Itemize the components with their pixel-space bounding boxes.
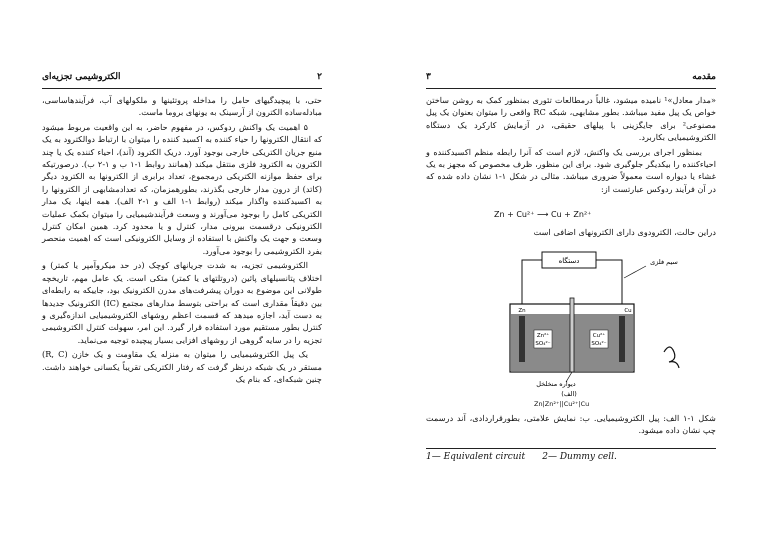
footnote-1: 1— Equivalent circuit: [426, 452, 526, 462]
left-page-header: [42, 72, 322, 86]
wire-pointer: [624, 266, 646, 278]
footnote-rule: [426, 448, 716, 449]
page-number: ۳: [426, 72, 431, 82]
cu-electrode: [619, 316, 625, 362]
header-rule: [426, 88, 716, 89]
cell-diagram: [504, 248, 704, 398]
paragraph: یک پیل الکتروشیمیایی را میتوان به منزله یک مقاومت و یک خازن (R, C) مستقر در یک شبکه درنظر گرفت که رفتار الکتریکی تقریباً یکسانی خواهند داشت. چنین شبکه‌ای، که بنام یک: [42, 349, 322, 384]
right-page-body: [426, 94, 716, 197]
running-title: الکتروشیمی تجزیه‌ای: [42, 72, 121, 82]
paragraph: دراین حالت، الکترودوی دارای الکترونهای اضافی است: [533, 227, 716, 237]
paragraph: الکتروشیمی تجزیه، به شدت جریانهای کوچک (در حد میکروآمپر یا کمتر) و اختلاف پتانسیلهای پائین (دروتلتهای یا کمتر) متکی است. یک عامل مهم، تاریخچه طولانی این موضوع به دوران پیشرفت‌های مدرن الکترونیک بود، جاییکه به رابطه‌ای بین دقیقاً مقداری است که براحتی بتوسط مدارهای مجتمع (IC) الکترونیک جدیدها به دست آید، اجازه میدهد که قسمت اعظم روشهای الکتروشیمیایی اندازه‌گیری و کنترل بطور مستقیم مورد استفاده قرار گیرد. این امر، سهولت کنترل الکتروشیمی تجزیه را در سایه گروهی از روشهای افزایی بسیار پیچیده توجیه می‌نماید.: [42, 260, 322, 345]
figure-sublabel: (الف): [561, 390, 577, 398]
device-label: دستگاه: [558, 257, 580, 265]
porous-membrane: [570, 298, 574, 372]
cu-label: Cu: [624, 308, 632, 314]
figure-caption: شکل ۱-۱ الف: پیل الکتروشیمیایی. ب: نمایش علامتی، بطورقراردادی، آند درسمت چپ نشان داده میشود.: [426, 413, 716, 436]
paragraph: بمنظور اجرای بررسی یک واکنش، لازم است که آنرا رابطه منظم اکسیدکننده و احیاءکننده را بیکدیگر جلوگیری شود. برای این منظور، ظرف مخصوص که مجهز به یک غشاء یا دیواره است معمولاً ضروری میباشد. مثالی در شکل ۱-۱ نشان داده شده که در آن فرآیند ردوکس عبارتست از:: [426, 146, 717, 194]
footnotes: [426, 452, 716, 462]
cell-notation: Zn|Zn²⁺||Cu²⁺|Cu: [534, 400, 590, 408]
left-page-body: [42, 94, 322, 387]
electrochemical-cell-figure: [504, 248, 704, 398]
paragraph: «مدار معادل»¹ نامیده میشود، غالباً درمطالعات تئوری بمنظور کمک به روشن ساختن خواص یک پیل مفید میباشد. بطور مشابهی، شبکه RC واقعی را میتوان بعنوان یک پیل مصنوعی² برای جایگزینی با پیلهای حقیقی، در آزمایش کارکرد یک دستگاه الکتروشیمیایی بکاربرد.: [426, 95, 717, 143]
right-page-body-2: [426, 226, 716, 240]
left-ion-label: SO₄²⁻: [535, 341, 551, 347]
right-page-header: [426, 72, 716, 86]
hand-mark-icon: [664, 347, 679, 368]
redox-equation: Zn + Cu²⁺ ⟶ Cu + Zn²⁺: [494, 210, 592, 219]
zn-electrode: [519, 316, 525, 362]
header-rule: [42, 88, 322, 89]
zn-label: Zn: [518, 308, 526, 314]
running-title: مقدمه: [692, 72, 716, 82]
membrane-label: دیواره منخلخل: [536, 380, 576, 388]
right-ion-label: SO₄²⁻: [591, 341, 607, 347]
paragraph: ۵ اهمیت یک واکنش ردوکس، در مفهوم حاضر، به این واقعیت مربوط میشود که انتقال الکترونها را حیاء کننده به اکسید کننده را میتوان با ارتباط دوالکترود به یک منبع جریان الکتریکی خارجی بوجود آورد. دریک الکترود (آند)، احیاء کننده یک یا چند الکترون به الکترود فلزی منتقل میکند (همانند روابط ۱-۱ ب و ۱-۲ ب). درصورتیکه برای حفظ موازنه الکتریکی درمجموع، تعداد برابری از الکترونها به الکترود دیگر (کاتد) از درون مدار خارجی بگذرند، بطورهمزمان، که تعدادمشابهی از الکترونها را به اکسیدکننده واگذار میکند (روابط ۱-۱ الف و ۱-۲ الف). همه اینها، یک مدار الکتریکی کامل را بوجود می‌آورند و وسعت فرآیندشیمیایی را میتوان بکمک عملیات الکترونیکی درقسمت بیرونی مدار، کنترل و یا محدود کرد. همین امکان کنترل وسعت و جهت یک واکنش با استفاده از وسایل الکترونیکی است که اهمیت منحصر بفرد الکتروشیمی را بوجود می‌آورد.: [42, 121, 323, 256]
wire-label: سیم فلزی: [650, 258, 678, 266]
paragraph: حتی، با پیچیدگیهای حامل را مداخله پروتئینها و ملکولهای آب، فرآیندهاساسی، مبادله‌ساده الکترون از آرسینک به یونهای بروما ماست.: [42, 95, 322, 118]
footnote-2: 2— Dummy cell.: [542, 452, 617, 462]
right-ion-label: Cu²⁺: [592, 333, 606, 339]
page-number: ۲: [317, 72, 322, 82]
right-page: [384, 0, 768, 543]
left-ion-label: Zn²⁺: [536, 333, 550, 339]
